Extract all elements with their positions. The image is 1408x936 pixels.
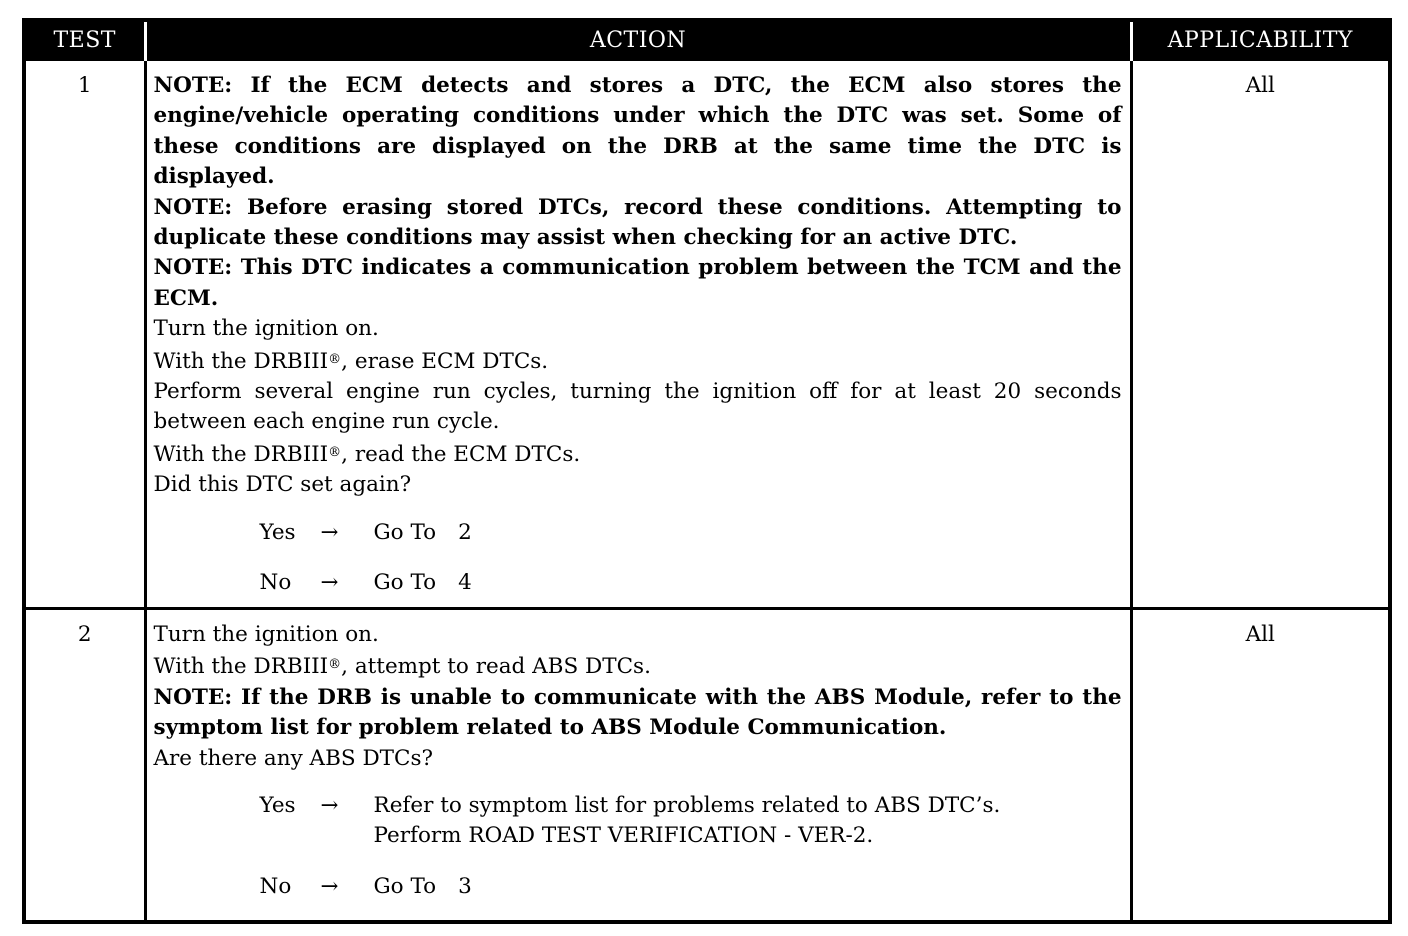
note-paragraph: NOTE: If the DRB is unable to communicate with the ABS Module, refer to the symptom list for problem related to ABS Module Communication. [153, 684, 1122, 741]
header-row [24, 20, 1390, 60]
table-row [24, 609, 1390, 923]
outcome-no [154, 568, 1122, 598]
outcome-result [374, 791, 1001, 852]
header-test: TEST [24, 20, 145, 60]
instruction-paragraph: Perform several engine run cycles, turning the ignition off for at least 20 seconds between each engine run cycle. [153, 379, 1122, 435]
outcome-yes [154, 791, 1122, 852]
outcome-result [374, 568, 472, 598]
note-paragraph: NOTE: This DTC indicates a communication problem between the TCM and the ECM. [153, 255, 1122, 311]
right-arrow-icon: → [320, 519, 339, 545]
instruction-paragraph [154, 438, 1122, 470]
instruction-paragraph: Turn the ignition on. [153, 316, 379, 342]
outcome-yes [154, 518, 1122, 548]
outcome-label: Yes [259, 793, 296, 819]
applicability-cell: All [1131, 609, 1390, 923]
outcome-line: Refer to symptom list for problems related to ABS DTC’s. [373, 793, 1001, 819]
header-applicability: APPLICABILITY [1131, 20, 1390, 60]
note-paragraph: NOTE: If the ECM detects and stores a DTC, the ECM also stores the engine/vehicle operating conditions under which the DTC was set. Some of these conditions are displayed on the DRB at the same time the DTC is displayed. [153, 73, 1122, 190]
go-to-text: Go To [373, 873, 437, 899]
instruction-paragraph: Turn the ignition on. [153, 622, 379, 647]
right-arrow-icon: → [320, 570, 339, 596]
go-to-text: Go To [373, 570, 437, 596]
outcome-label: Yes [259, 519, 296, 545]
instruction-text: , erase ECM DTCs. [341, 348, 549, 374]
instruction-text: With the DRBIII [153, 441, 329, 467]
instruction-text: With the DRBIII [153, 654, 329, 680]
registered-mark: ® [328, 444, 342, 460]
question-paragraph: Did this DTC set again? [153, 472, 412, 498]
instruction-text: , read the ECM DTCs. [341, 441, 581, 467]
registered-mark: ® [328, 351, 342, 367]
test-number: 2 [24, 609, 145, 923]
outcome-result [374, 872, 472, 902]
applicability-cell: All [1131, 60, 1390, 609]
header-action: ACTION [145, 20, 1131, 60]
outcome-list [154, 791, 1122, 902]
outcome-line: Perform ROAD TEST VERIFICATION - VER-2. [373, 823, 874, 849]
right-arrow-icon: → [320, 873, 339, 899]
instruction-paragraph [154, 345, 1122, 377]
outcome-label: No [259, 873, 292, 899]
go-to-text: Go To [373, 519, 437, 545]
outcome-result [374, 518, 472, 548]
outcome-label: No [259, 570, 292, 596]
registered-mark: ® [328, 657, 342, 673]
outcome-list [154, 518, 1122, 599]
instruction-text: , attempt to read ABS DTCs. [341, 654, 651, 680]
diagnostic-test-table [22, 18, 1392, 924]
go-to-step: 4 [458, 570, 472, 596]
outcome-no [154, 872, 1122, 902]
instruction-paragraph [154, 650, 1122, 682]
go-to-step: 2 [458, 519, 472, 545]
question-paragraph: Are there any ABS DTCs? [153, 745, 434, 771]
action-cell [145, 60, 1131, 609]
test-number: 1 [24, 60, 145, 609]
table-row [24, 60, 1390, 609]
action-cell [145, 609, 1131, 923]
right-arrow-icon: → [320, 793, 339, 819]
note-paragraph: NOTE: Before erasing stored DTCs, record these conditions. Attempting to duplicate these conditions may assist when checking for an active DTC. [153, 194, 1122, 251]
instruction-text: With the DRBIII [153, 348, 329, 374]
go-to-step: 3 [458, 873, 472, 899]
